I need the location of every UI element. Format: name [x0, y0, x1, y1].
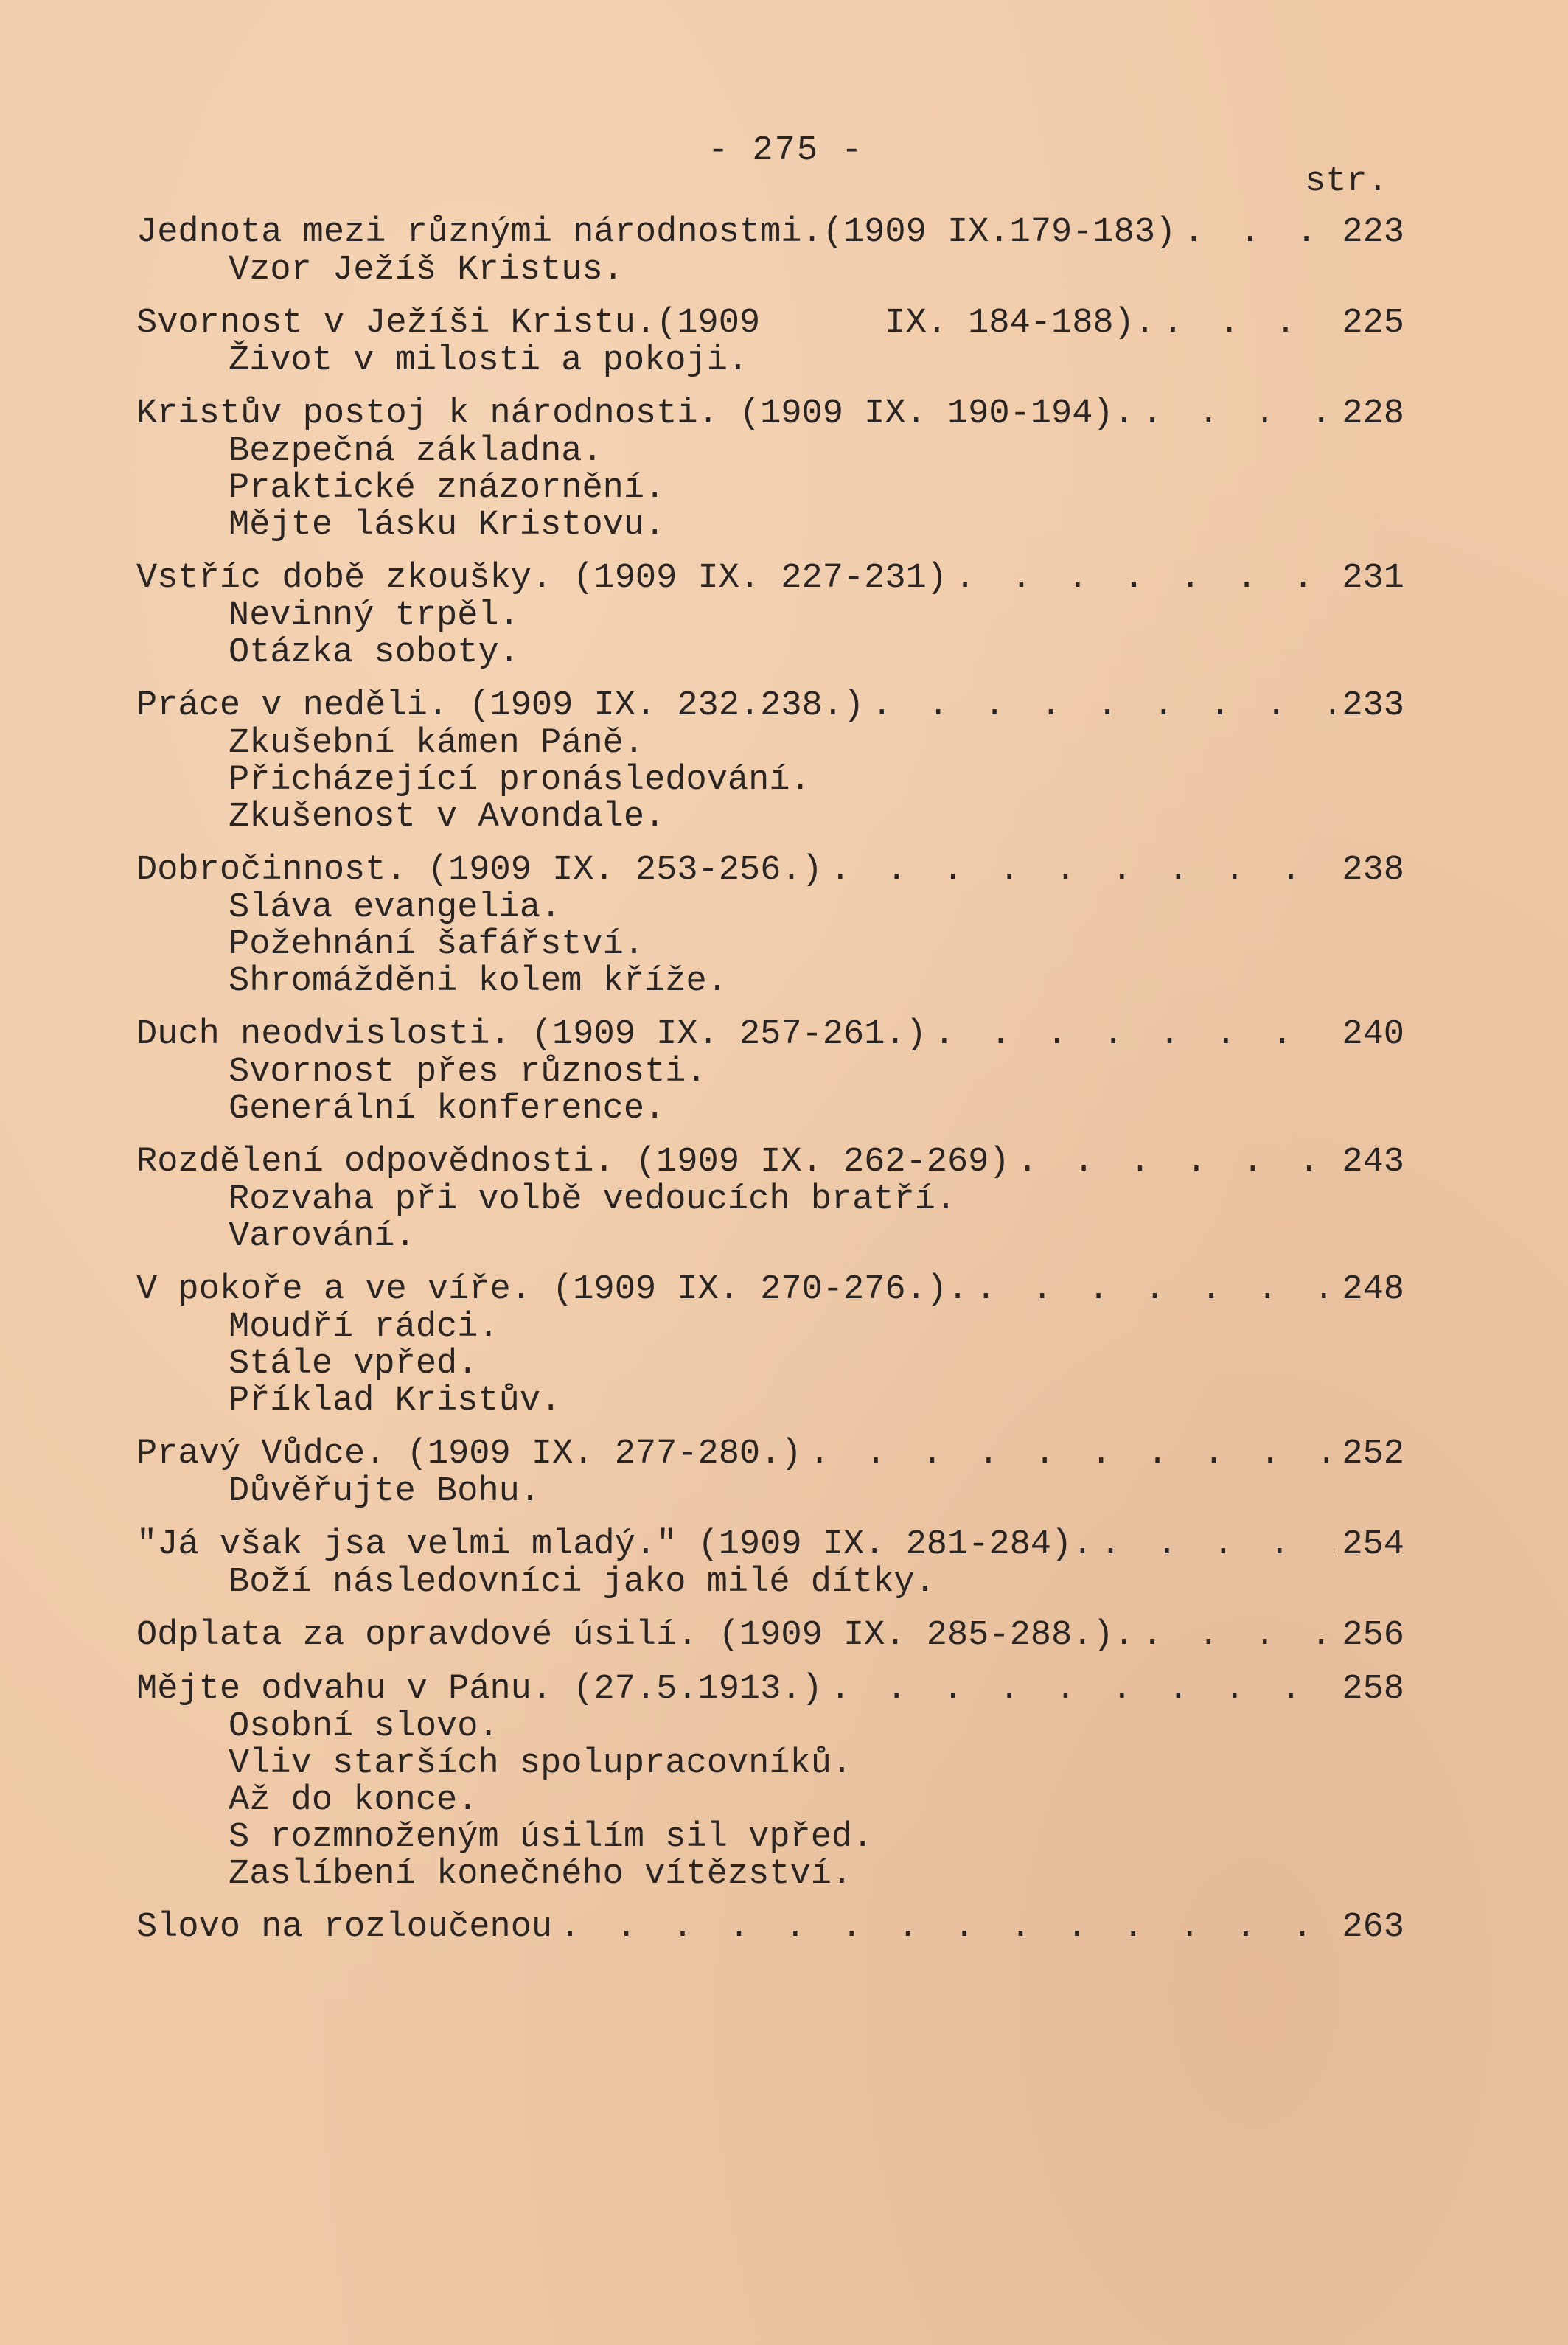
toc-subtopic: Bezpečná základna.: [229, 432, 603, 471]
dot-leader: [871, 687, 1334, 725]
dot-leader: [955, 560, 1334, 598]
toc-entry: [136, 1526, 1404, 1601]
dot-leader: [1142, 395, 1335, 433]
dot-leader: [1100, 1526, 1334, 1564]
toc-entry: [136, 687, 1404, 836]
toc-subtopic: Rozvaha při volbě vedoucích bratří.: [229, 1180, 957, 1219]
toc-subtopics: [136, 1474, 1404, 1511]
toc-subtopics: [136, 598, 1404, 672]
toc-entry-heading: [136, 1670, 1404, 1709]
toc-entry-page: 252: [1342, 1435, 1404, 1474]
toc-entry: [136, 304, 1404, 380]
toc-entry-heading: [136, 1909, 1404, 1947]
dot-leader: [809, 1435, 1335, 1474]
toc-entry-page: 254: [1342, 1525, 1404, 1564]
dot-leader: [975, 1271, 1334, 1309]
toc-subtopics: [136, 433, 1404, 544]
toc-entry-page: 248: [1342, 1270, 1404, 1309]
page-column-label: str.: [1305, 162, 1388, 201]
toc-entry: [136, 214, 1404, 289]
toc-entry-heading: [136, 1617, 1404, 1655]
toc-entry-page: 231: [1342, 559, 1404, 598]
toc-entry-title: "Já však jsa velmi mladý." (1909 IX. 281-284).: [136, 1525, 1093, 1564]
toc-subtopic: Boží následovníci jako milé dítky.: [229, 1563, 935, 1602]
toc-entry: [136, 1271, 1404, 1420]
toc-entry: [136, 560, 1404, 672]
dot-leader: [1183, 214, 1334, 252]
toc-subtopic: S rozmnoženým úsilím sil vpřed.: [229, 1818, 874, 1857]
toc-entry-heading: [136, 395, 1404, 433]
dot-leader: [1017, 1143, 1335, 1182]
toc-entry: [136, 1143, 1404, 1255]
toc-subtopic: Osobní slovo.: [229, 1707, 499, 1746]
toc-subtopic: Sláva evangelia.: [229, 888, 562, 927]
toc-entry-title: Pravý Vůdce. (1909 IX. 277-280.): [136, 1435, 802, 1474]
toc-entry-heading: [136, 687, 1404, 725]
toc-subtopic: Požehnání šafářství.: [229, 925, 645, 964]
toc-subtopics: [136, 725, 1404, 836]
toc-entry-title: V pokoře a ve víře. (1909 IX. 270-276.).: [136, 1270, 969, 1309]
toc-entry-page: 263: [1342, 1908, 1404, 1947]
toc-subtopics: [136, 1709, 1404, 1893]
toc-subtopic: Stále vpřed.: [229, 1345, 478, 1384]
toc-subtopics: [136, 1182, 1404, 1255]
toc-entry-title: Duch neodvislosti. (1909 IX. 257-261.): [136, 1015, 927, 1054]
toc-entry-title: Dobročinnost. (1909 IX. 253-256.): [136, 851, 823, 890]
toc-entry-page: 225: [1342, 304, 1404, 343]
toc-entry-title: Odplata za opravdové úsilí. (1909 IX. 285-288.).: [136, 1616, 1135, 1655]
toc-subtopic: Vzor Ježíš Kristus.: [229, 251, 624, 290]
dot-leader: [1142, 1617, 1335, 1655]
toc-entry-heading: [136, 1016, 1404, 1054]
toc-subtopic: Mějte lásku Kristovu.: [229, 506, 666, 545]
toc-subtopic: Praktické znázornění.: [229, 469, 666, 508]
toc-subtopic: Svornost přes různosti.: [229, 1053, 707, 1092]
toc-entry-heading: [136, 1526, 1404, 1564]
toc-subtopic: Důvěřujte Bohu.: [229, 1472, 541, 1511]
toc-entry-page: 233: [1342, 686, 1404, 725]
page-number: - 275 -: [708, 131, 864, 170]
toc-entry: [136, 1617, 1404, 1655]
toc-subtopics: [136, 343, 1404, 380]
toc-entry-title: Práce v neděli. (1909 IX. 232.238.): [136, 686, 865, 725]
toc-entry-heading: [136, 1143, 1404, 1182]
toc-subtopic: Generální konference.: [229, 1090, 666, 1129]
toc-entry-page: 238: [1342, 851, 1404, 890]
toc-entry: [136, 851, 1404, 1000]
toc-entry-heading: [136, 1271, 1404, 1309]
dot-leader: [830, 851, 1335, 890]
toc-subtopic: Varování.: [229, 1217, 416, 1256]
toc-entry: [136, 1909, 1404, 1947]
toc-entry-title: Mějte odvahu v Pánu. (27.5.1913.): [136, 1670, 823, 1709]
toc-subtopic: Až do konce.: [229, 1781, 478, 1820]
toc-entry-page: 240: [1342, 1015, 1404, 1054]
toc-subtopics: [136, 1564, 1404, 1601]
toc-entry: [136, 395, 1404, 544]
toc-subtopic: Zkušební kámen Páně.: [229, 724, 645, 763]
toc-entry-heading: [136, 304, 1404, 343]
toc-entry-page: 256: [1342, 1616, 1404, 1655]
toc-subtopic: Zkušenost v Avondale.: [229, 798, 666, 837]
toc-subtopic: Moudří rádci.: [229, 1308, 499, 1347]
dot-leader: [1163, 304, 1334, 343]
toc-entry-page: 223: [1342, 213, 1404, 252]
toc-subtopic: Příklad Kristův.: [229, 1381, 562, 1421]
toc-subtopic: Otázka soboty.: [229, 633, 520, 672]
toc-subtopic: Život v milosti a pokoji.: [229, 341, 749, 380]
toc-subtopic: Shromážděni kolem kříže.: [229, 962, 728, 1001]
toc-subtopics: [136, 1309, 1404, 1420]
toc-entry-heading: [136, 214, 1404, 252]
toc-entry: [136, 1670, 1404, 1893]
toc-entry-heading: [136, 851, 1404, 890]
dot-leader: [830, 1670, 1335, 1709]
toc-subtopics: [136, 1054, 1404, 1128]
toc-entry-title: Rozdělení odpovědnosti. (1909 IX. 262-269): [136, 1143, 1010, 1182]
dot-leader: [560, 1909, 1334, 1947]
toc-entry-title: Slovo na rozloučenou: [136, 1908, 553, 1947]
toc-subtopic: Nevinný trpěl.: [229, 596, 520, 635]
toc-entry-heading: [136, 560, 1404, 598]
toc-entry-title: Jednota mezi různými národnostmi.(1909 IX.179-183): [136, 213, 1177, 252]
toc-entry: [136, 1435, 1404, 1511]
toc-subtopic: Přicházející pronásledování.: [229, 761, 811, 800]
toc-subtopics: [136, 252, 1404, 289]
toc-entry-title: Vstříc době zkoušky. (1909 IX. 227-231): [136, 559, 947, 598]
toc-entry: [136, 1016, 1404, 1128]
toc-entry-page: 228: [1342, 394, 1404, 433]
toc-entry-heading: [136, 1435, 1404, 1474]
dot-leader: [934, 1016, 1335, 1054]
toc-entry-page: 258: [1342, 1670, 1404, 1709]
toc-subtopic: Vliv starších spolupracovníků.: [229, 1744, 853, 1783]
toc-entry-title: Svornost v Ježíši Kristu.(1909 IX. 184-188).: [136, 304, 1156, 343]
toc-subtopics: [136, 890, 1404, 1000]
table-of-contents: [136, 214, 1404, 1962]
toc-subtopic: Zaslíbení konečného vítězství.: [229, 1855, 853, 1894]
toc-entry-page: 243: [1342, 1143, 1404, 1182]
toc-entry-title: Kristův postoj k národnosti. (1909 IX. 190-194).: [136, 394, 1135, 433]
